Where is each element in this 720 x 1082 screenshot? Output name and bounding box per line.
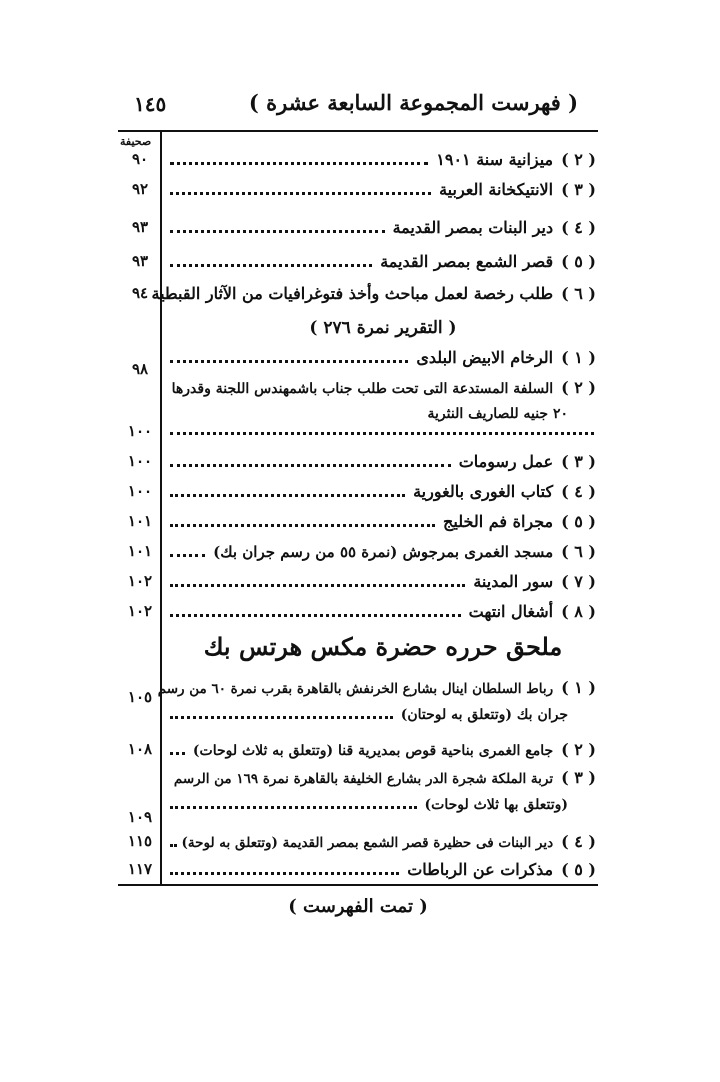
index-entry	[118, 832, 598, 858]
index-entry	[118, 860, 598, 886]
index-entry	[118, 378, 598, 404]
index-entry-continuation	[118, 706, 598, 732]
entry-index: ( ٦ )	[561, 284, 596, 303]
entry-title: قصر الشمع بمصر القديمة	[380, 252, 554, 271]
entry-index: ( ٥ )	[561, 252, 596, 271]
dot-leader	[170, 152, 428, 165]
index-entry	[118, 284, 598, 310]
entry-page: ١٠١	[127, 542, 153, 560]
entry-page: ١٠٢	[127, 572, 153, 590]
entry-index: ( ١ )	[561, 348, 596, 367]
entry-title: تربة الملكة شجرة الدر بشارع الخليفة بالقاهرة نمرة ١٦٩ من الرسم	[173, 771, 554, 787]
index-entry	[118, 218, 598, 244]
index-entry	[118, 602, 598, 628]
dot-leader	[170, 514, 435, 527]
index-entry	[118, 572, 598, 598]
entry-title: الرخام الابيض البلدى	[416, 348, 554, 367]
entry-title: دير البنات بمصر القديمة	[392, 218, 554, 237]
dot-leader	[170, 544, 205, 557]
entry-index: ( ٧ )	[561, 572, 596, 591]
dot-leader	[170, 350, 408, 363]
dot-leader	[170, 182, 431, 195]
entry-title: دير البنات فى حظيرة قصر الشمع بمصر القديمة (وتتعلق به لوحة)	[181, 835, 554, 851]
entry-page: ١١٥	[127, 832, 153, 850]
entry-title: مذكرات عن الرباطات	[407, 860, 554, 879]
entry-page: ١٠٢	[127, 602, 153, 620]
entry-continuation: جران بك (وتتعلق به لوحتان)	[400, 707, 568, 723]
page-title: ( فهرست المجموعة السابعة عشرة )	[248, 90, 578, 115]
index-entry	[118, 252, 598, 278]
dot-leader	[170, 604, 461, 617]
entry-continuation: ٢٠ جنيه للصاريف النثرية	[427, 406, 568, 422]
entry-index: ( ٤ )	[561, 832, 596, 851]
index-entry	[118, 482, 598, 508]
entry-index: ( ٥ )	[561, 512, 596, 531]
entry-title: جامع الغمرى بناحية قوص بمديرية قنا (وتتعلق به ثلاث لوحات)	[192, 743, 554, 759]
dot-leader	[170, 484, 405, 497]
dot-leader	[170, 454, 451, 467]
entry-title: مسجد الغمرى بمرجوش (نمرة ٥٥ من رسم جران بك)	[213, 543, 554, 561]
page-number: ١٤٥	[134, 92, 167, 116]
entry-page: ١٠٠	[127, 452, 153, 470]
appendix-heading: ملحق حرره حضرة مكس هرتس بك	[203, 632, 563, 661]
dot-leader	[170, 834, 174, 847]
index-entry	[118, 542, 598, 568]
entry-page: ١٠٥	[127, 688, 153, 706]
entry-page: ١٠٩	[127, 808, 153, 826]
entry-index: ( ٢ )	[561, 150, 596, 169]
entry-title: ميزانية سنة ١٩٠١	[436, 150, 554, 169]
entry-page: ١١٧	[127, 860, 153, 878]
dot-leader	[170, 796, 417, 809]
dot-leader	[170, 574, 465, 587]
entry-page: ١٠٠	[127, 422, 153, 440]
index-entry	[118, 768, 598, 794]
entry-index: ( ٤ )	[561, 482, 596, 501]
dot-leader	[170, 422, 594, 435]
page-column-label: صحيفة	[120, 135, 152, 148]
entry-title: كتاب الغورى بالغورية	[413, 482, 554, 501]
index-entry-page	[118, 422, 598, 448]
entry-page: ٩٤	[131, 284, 149, 302]
index-entry-continuation	[118, 796, 598, 826]
index-entry	[118, 180, 598, 206]
entry-title: طلب رخصة لعمل مباحث وأخذ فتوغرافيات من الآثار القبطية	[151, 284, 554, 303]
index-entry	[118, 150, 598, 176]
dot-leader	[170, 742, 185, 755]
entry-index: ( ٢ )	[561, 378, 596, 397]
entry-index: ( ٦ )	[561, 542, 596, 561]
dot-leader	[170, 706, 393, 719]
entry-title: الانتيكخانة العربية	[439, 180, 554, 199]
dot-leader	[170, 254, 372, 267]
entry-title: أشغال انتهت	[468, 602, 554, 621]
entry-index: ( ٨ )	[561, 602, 596, 621]
entry-index: ( ٣ )	[561, 768, 596, 787]
index-table	[118, 130, 598, 886]
entry-title: عمل رسومات	[458, 452, 554, 471]
entry-page: ٩٣	[131, 252, 149, 270]
index-entry	[118, 452, 598, 478]
entry-page: ٩٢	[131, 180, 149, 198]
entry-continuation: (وتتعلق بها ثلاث لوحات)	[424, 797, 568, 813]
entry-index: ( ٣ )	[561, 180, 596, 199]
entry-page: ١٠٠	[127, 482, 153, 500]
report-heading: ( التقرير نمرة ٢٧٦ )	[309, 318, 457, 338]
end-of-index-note: ( تمت الفهرست )	[288, 896, 428, 917]
entry-page: ٩٠	[131, 150, 149, 168]
entry-index: ( ١ )	[561, 678, 596, 697]
entry-page: ١٠١	[127, 512, 153, 530]
entry-index: ( ٥ )	[561, 860, 596, 879]
entry-page: ٩٣	[131, 218, 149, 236]
dot-leader	[170, 862, 399, 875]
entry-title: رباط السلطان اينال بشارع الخرنفش بالقاهرة بقرب نمرة ٦٠ من رسم	[157, 681, 554, 697]
entry-title: السلفة المستدعة التى تحت طلب جناب باشمهندس اللجنة وقدرها	[171, 381, 554, 397]
index-entry	[118, 740, 598, 766]
page-header	[118, 90, 598, 124]
entry-page: ٩٨	[131, 360, 149, 378]
entry-title: سور المدينة	[473, 572, 554, 591]
entry-title: مجراة فم الخليج	[443, 512, 554, 531]
index-entry	[118, 348, 598, 378]
entry-index: ( ٤ )	[561, 218, 596, 237]
index-entry	[118, 512, 598, 538]
entry-page: ١٠٨	[127, 740, 153, 758]
dot-leader	[170, 220, 385, 233]
entry-index: ( ٢ )	[561, 740, 596, 759]
entry-index: ( ٣ )	[561, 452, 596, 471]
